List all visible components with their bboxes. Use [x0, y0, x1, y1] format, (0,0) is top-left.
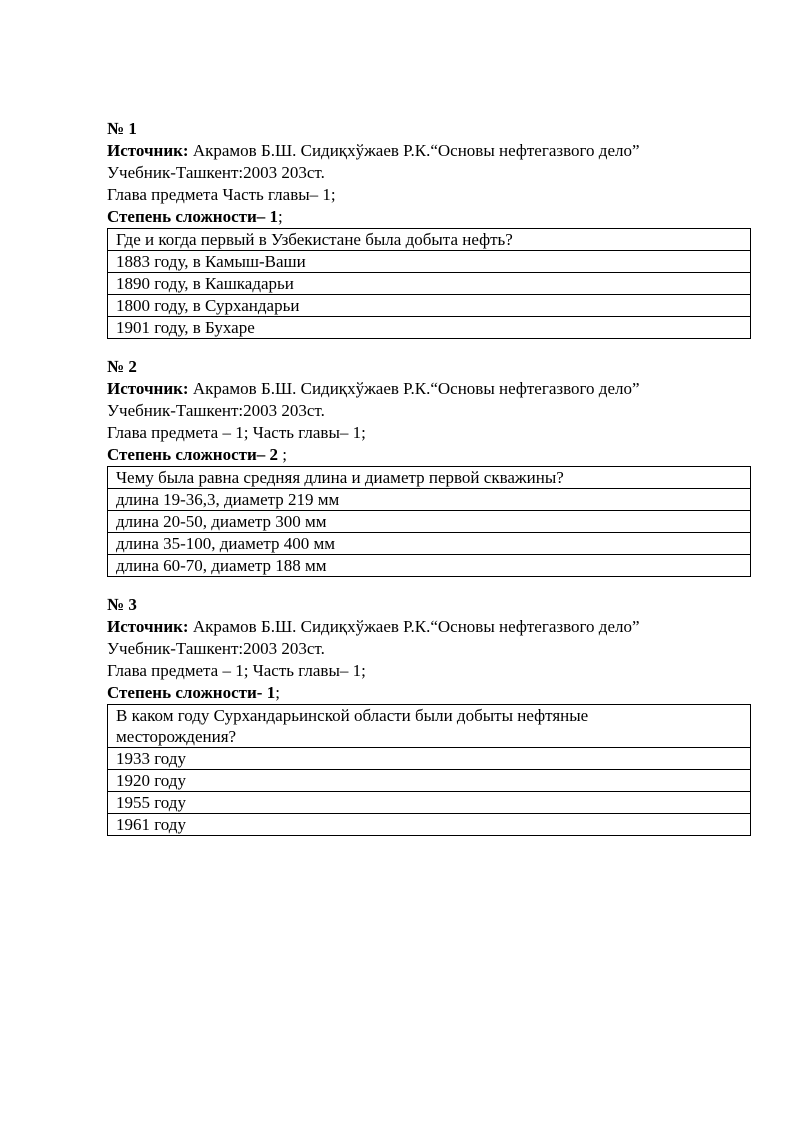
source-line: [107, 616, 752, 638]
chapter-line: Глава предмета – 1; Часть главы– 1;: [107, 423, 366, 442]
textbook-line: Учебник-Ташкент:2003 203ст.: [107, 639, 325, 658]
chapter-line: Глава предмета Часть главы– 1;: [107, 185, 336, 204]
source-text: Акрамов Б.Ш. Сидиқхўжаев Р.К.“Основы нефтегазвого дело”: [188, 141, 640, 160]
source-line: [107, 140, 752, 162]
answer-option: 1955 году: [108, 792, 751, 814]
difficulty-suffix: ;: [278, 207, 283, 226]
question-table: [107, 228, 751, 339]
answer-option: 1920 году: [108, 770, 751, 792]
difficulty-line: [107, 444, 752, 466]
answer-option: 1883 году, в Камыш-Ваши: [108, 251, 751, 273]
question-text: Где и когда первый в Узбекистане была добыта нефть?: [108, 229, 751, 251]
question-text: Чему была равна средняя длина и диаметр первой скважины?: [108, 467, 751, 489]
textbook-line: Учебник-Ташкент:2003 203ст.: [107, 163, 325, 182]
question-text: В каком году Сурхандарьинской области были добыты нефтяные месторождения?: [108, 705, 751, 748]
answer-option: длина 19-36,3, диаметр 219 мм: [108, 489, 751, 511]
difficulty-suffix: ;: [275, 683, 280, 702]
question-table: [107, 704, 751, 836]
textbook-line: Учебник-Ташкент:2003 203ст.: [107, 401, 325, 420]
source-text: Акрамов Б.Ш. Сидиқхўжаев Р.К.“Основы нефтегазвого дело”: [188, 617, 640, 636]
question-table: [107, 466, 751, 577]
difficulty-label: Степень сложности– 1: [107, 207, 279, 226]
source-label: Источник:: [107, 141, 189, 160]
question-block-3: [107, 594, 752, 836]
question-block-2: [107, 356, 752, 577]
chapter-line: Глава предмета – 1; Часть главы– 1;: [107, 661, 366, 680]
difficulty-suffix: ;: [278, 445, 288, 464]
answer-option: 1933 году: [108, 748, 751, 770]
difficulty-line: [107, 682, 752, 704]
source-text: Акрамов Б.Ш. Сидиқхўжаев Р.К.“Основы нефтегазвого дело”: [188, 379, 640, 398]
answer-option: длина 20-50, диаметр 300 мм: [108, 511, 751, 533]
difficulty-label: Степень сложности– 2: [107, 445, 279, 464]
source-line: [107, 378, 752, 400]
answer-option: 1961 году: [108, 814, 751, 836]
question-number: № 2: [107, 357, 137, 376]
answer-option: 1800 году, в Сурхандарьи: [108, 295, 751, 317]
difficulty-label: Степень сложности- 1: [107, 683, 276, 702]
answer-option: длина 35-100, диаметр 400 мм: [108, 533, 751, 555]
question-number: № 1: [107, 119, 137, 138]
document-page: [107, 118, 752, 853]
question-number: № 3: [107, 595, 137, 614]
answer-option: 1890 году, в Кашкадарьи: [108, 273, 751, 295]
source-label: Источник:: [107, 617, 189, 636]
source-label: Источник:: [107, 379, 189, 398]
answer-option: длина 60-70, диаметр 188 мм: [108, 555, 751, 577]
question-block-1: [107, 118, 752, 339]
difficulty-line: [107, 206, 752, 228]
answer-option: 1901 году, в Бухаре: [108, 317, 751, 339]
